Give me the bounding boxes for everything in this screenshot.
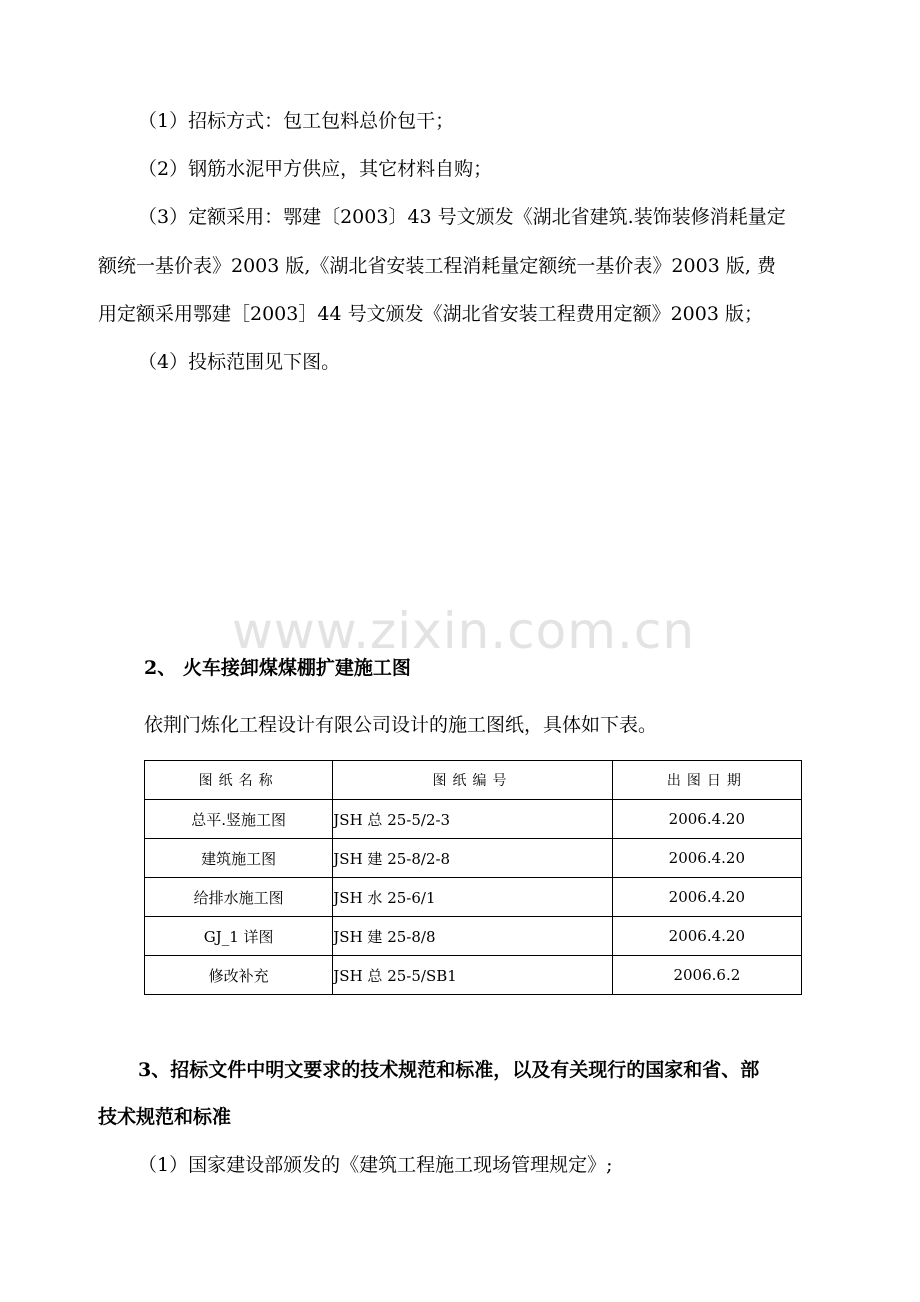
table-row [145,839,802,878]
watermark: www.zixin.com.cn [232,602,696,660]
clause-1: （1）招标方式：包工包料总价包干； [138,110,455,132]
table-header-row [145,761,802,800]
drawing-name-cell: 修改补充 [145,956,333,995]
drawing-number-cell: JSH 建 25-8/8 [333,917,612,956]
table-row [145,878,802,917]
clause-3-line-2: 额统一基价表》2003 版,《湖北省安装工程消耗量定额统一基价表》2003 版, 费 [98,255,776,277]
drawings-table [144,760,802,995]
drawing-name-cell: GJ_1 详图 [145,917,333,956]
clause-3-line-3: 用定额采用鄂建［2003］44 号文颁发《湖北省安装工程费用定额》2003 版； [98,303,763,325]
section-3-heading-line-1: 3、招标文件中明文要求的技术规范和标准，以及有关现行的国家和省、部 [138,1059,760,1081]
header-issue-date: 出图日期 [612,761,801,800]
section-3-heading-line-2: 技术规范和标准 [98,1106,232,1128]
table-row [145,800,802,839]
issue-date-cell: 2006.4.20 [612,878,801,917]
issue-date-cell: 2006.4.20 [612,800,801,839]
clause-3-line-1: （3）定额采用：鄂建〔2003〕43 号文颁发《湖北省建筑.装饰装修消耗量定 [138,206,786,228]
drawing-number-cell: JSH 总 25-5/2-3 [333,800,612,839]
header-drawing-number: 图纸编号 [333,761,612,800]
drawing-name-cell: 建筑施工图 [145,839,333,878]
clause-4: （4）投标范围见下图。 [138,351,341,373]
drawing-number-cell: JSH 总 25-5/SB1 [333,956,612,995]
issue-date-cell: 2006.4.20 [612,839,801,878]
clause-2: （2）钢筋水泥甲方供应，其它材料自购； [138,158,493,180]
section-2-heading: 2、 火车接卸煤煤棚扩建施工图 [144,657,411,679]
drawing-name-cell: 给排水施工图 [145,878,333,917]
drawing-number-cell: JSH 水 25-6/1 [333,878,612,917]
table-row [145,956,802,995]
table-row [145,917,802,956]
drawing-number-cell: JSH 建 25-8/2-8 [333,839,612,878]
section-2-intro: 依荆门炼化工程设计有限公司设计的施工图纸，具体如下表。 [144,714,658,736]
drawing-name-cell: 总平.竖施工图 [145,800,333,839]
section-3-clause-1: （1）国家建设部颁发的《建筑工程施工现场管理规定》; [138,1154,613,1176]
header-drawing-name: 图纸名称 [145,761,333,800]
issue-date-cell: 2006.4.20 [612,917,801,956]
issue-date-cell: 2006.6.2 [612,956,801,995]
